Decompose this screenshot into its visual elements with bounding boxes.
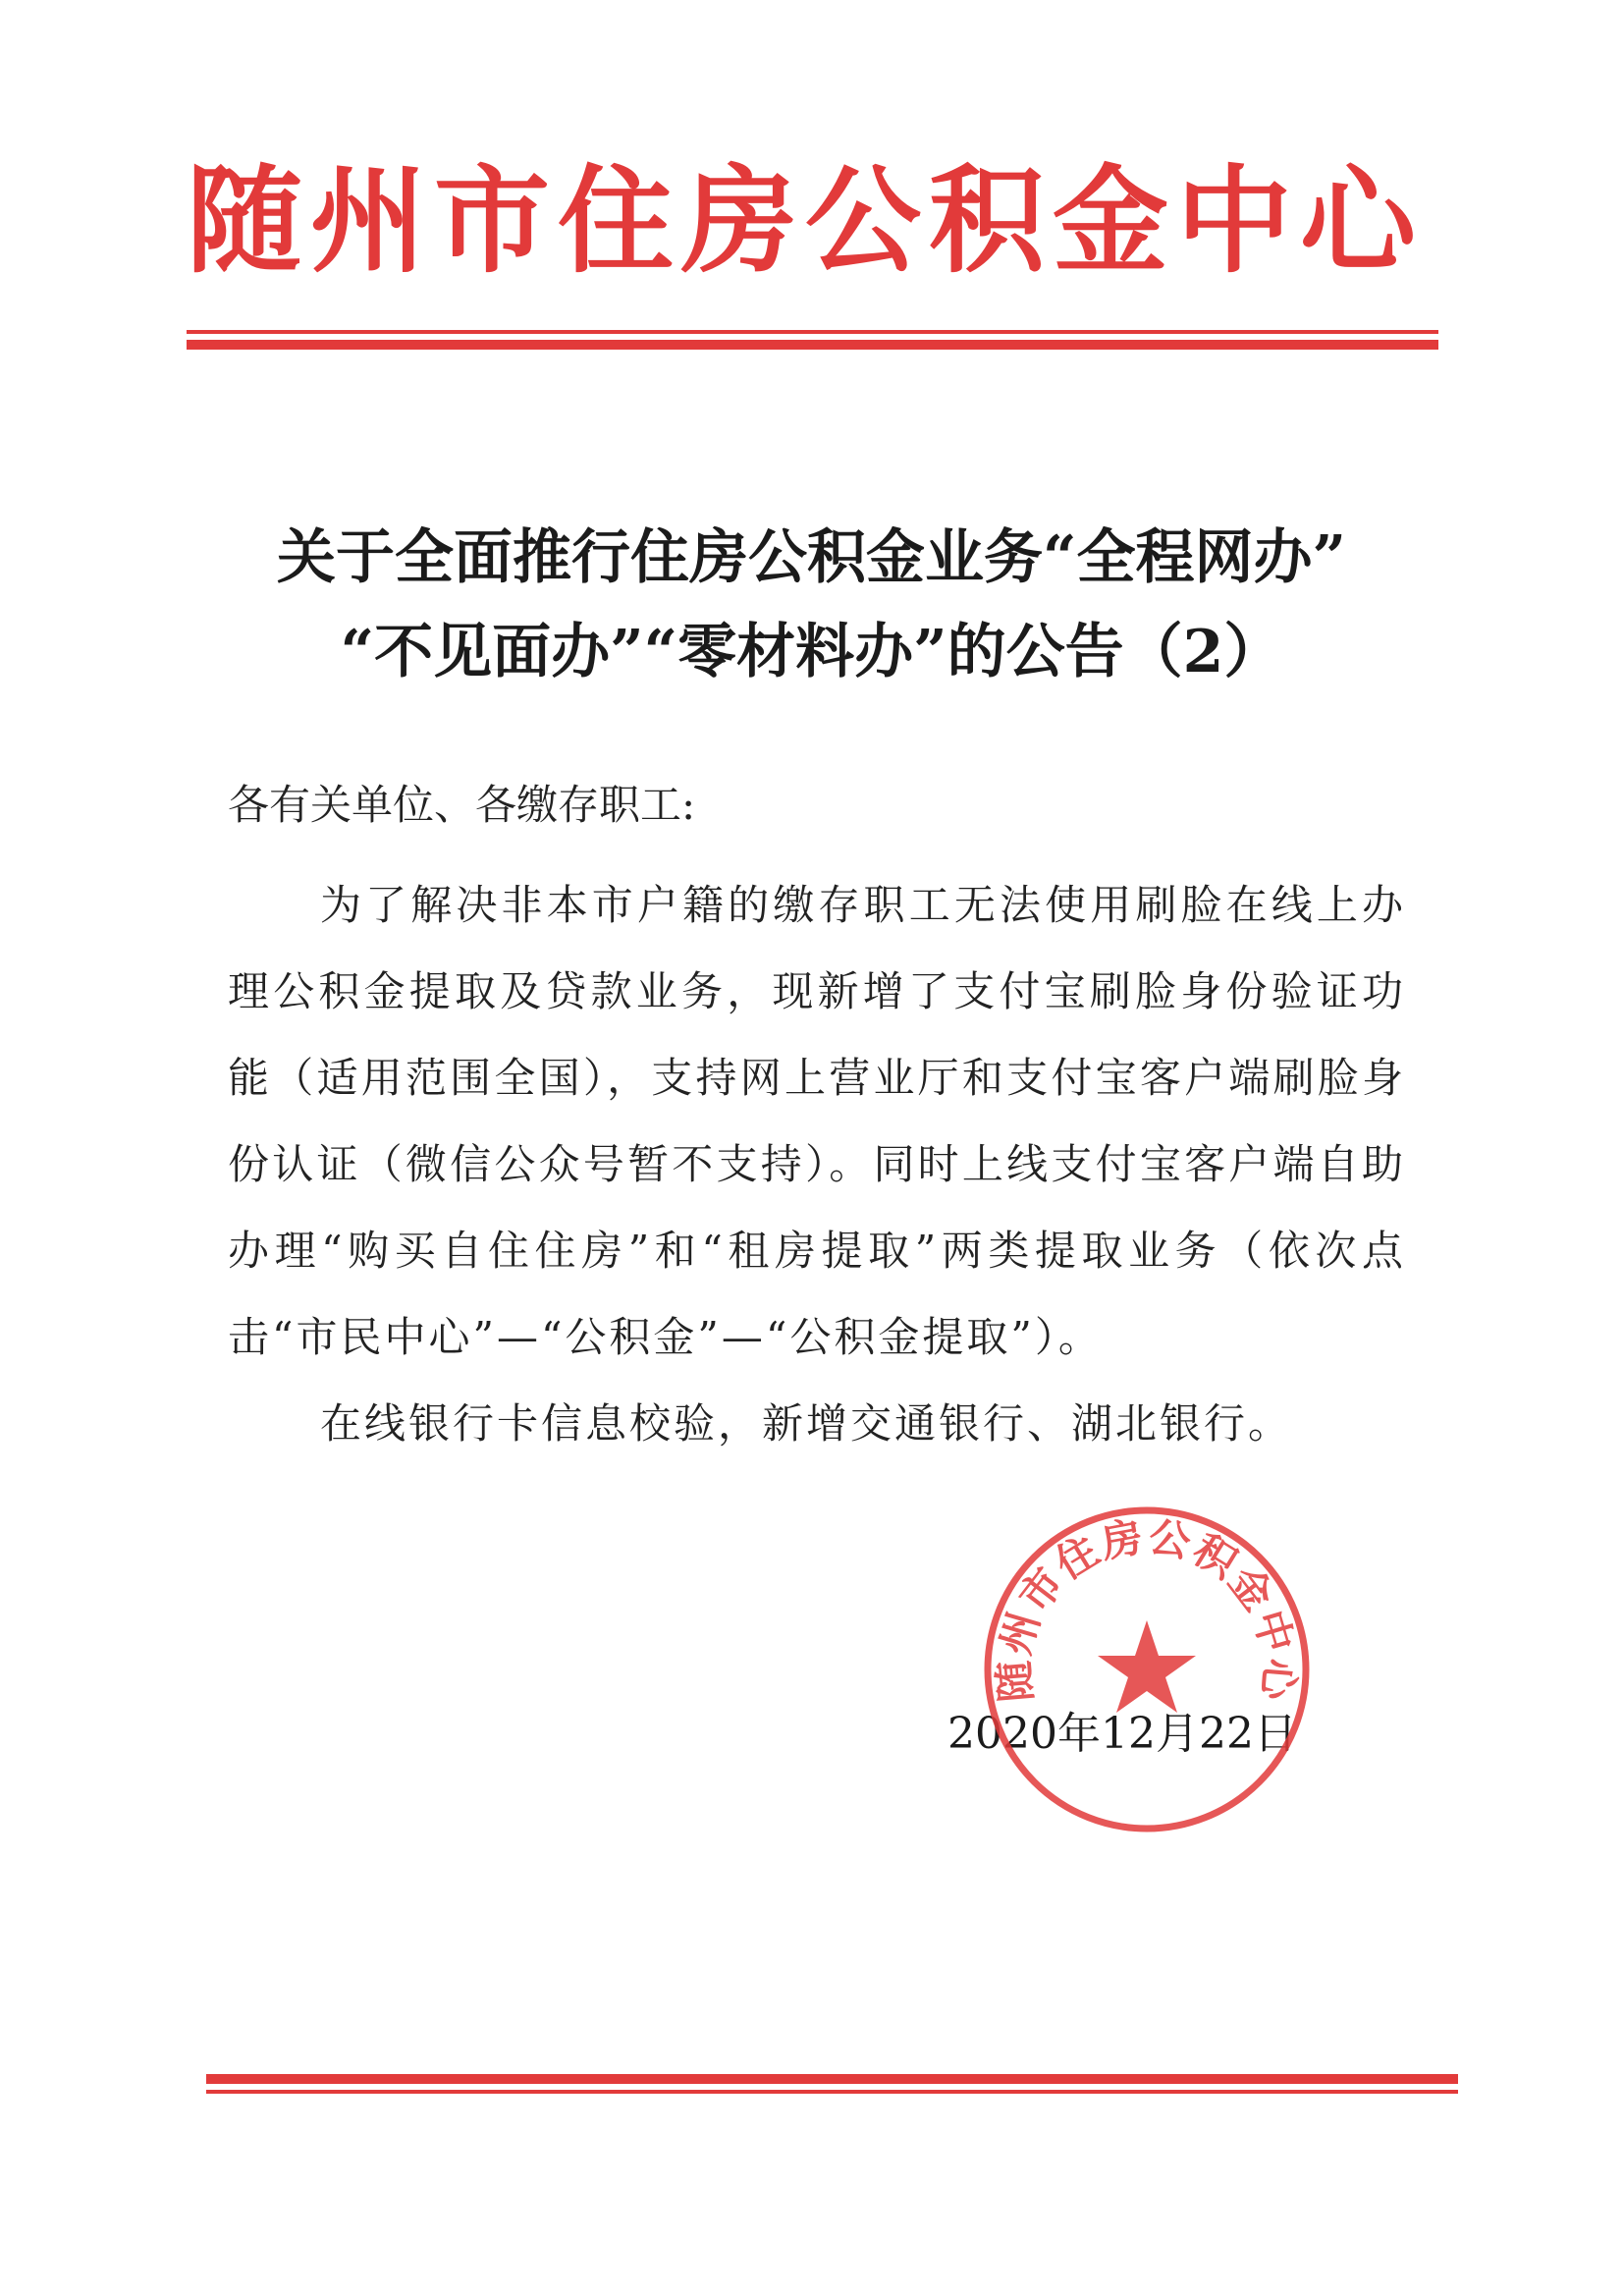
notice-title xyxy=(196,511,1427,699)
footer-rule-thin xyxy=(206,2090,1458,2094)
seal-text: 随州市住房公积金中心 xyxy=(989,1511,1305,1704)
notice-title-line-2: “不见面办”“零材料办”的公告（2） xyxy=(340,618,1283,686)
letterhead-rule-thick xyxy=(187,340,1438,350)
body-paragraph-2: 在线银行卡信息校验，新增交通银行、湖北银行。 xyxy=(320,1399,1293,1448)
letterhead-rule-thin xyxy=(187,330,1438,334)
salutation: 各有关单位、各缴存职工: xyxy=(228,781,696,829)
notice-body xyxy=(228,862,1406,1467)
notice-title-line-1: 关于全面推行住房公积金业务“全程网办” xyxy=(276,523,1347,592)
footer-rule-thick xyxy=(206,2074,1458,2084)
body-paragraph-1: 为了解决非本市户籍的缴存职工无法使用刷脸在线上办理公积金提取及贷款业务，现新增了支付宝刷脸身份验证功能（适用范围全国），支持网上营业厅和支付宝客户端刷脸身份认证（微信公众号暂不支持）。同时上线支付宝客户端自助办理“购买自住住房”和“租房提取”两类提取业务（依次点击“市民中心”—“公积金”—“公积金提取”）。 xyxy=(228,881,1406,1361)
issue-date: 2020年12月22日 xyxy=(947,1709,1297,1759)
official-seal-stamp xyxy=(980,1503,1314,1836)
letterhead-title: 随州市住房公积金中心 xyxy=(186,152,1424,289)
seal-star-icon xyxy=(1098,1620,1196,1713)
